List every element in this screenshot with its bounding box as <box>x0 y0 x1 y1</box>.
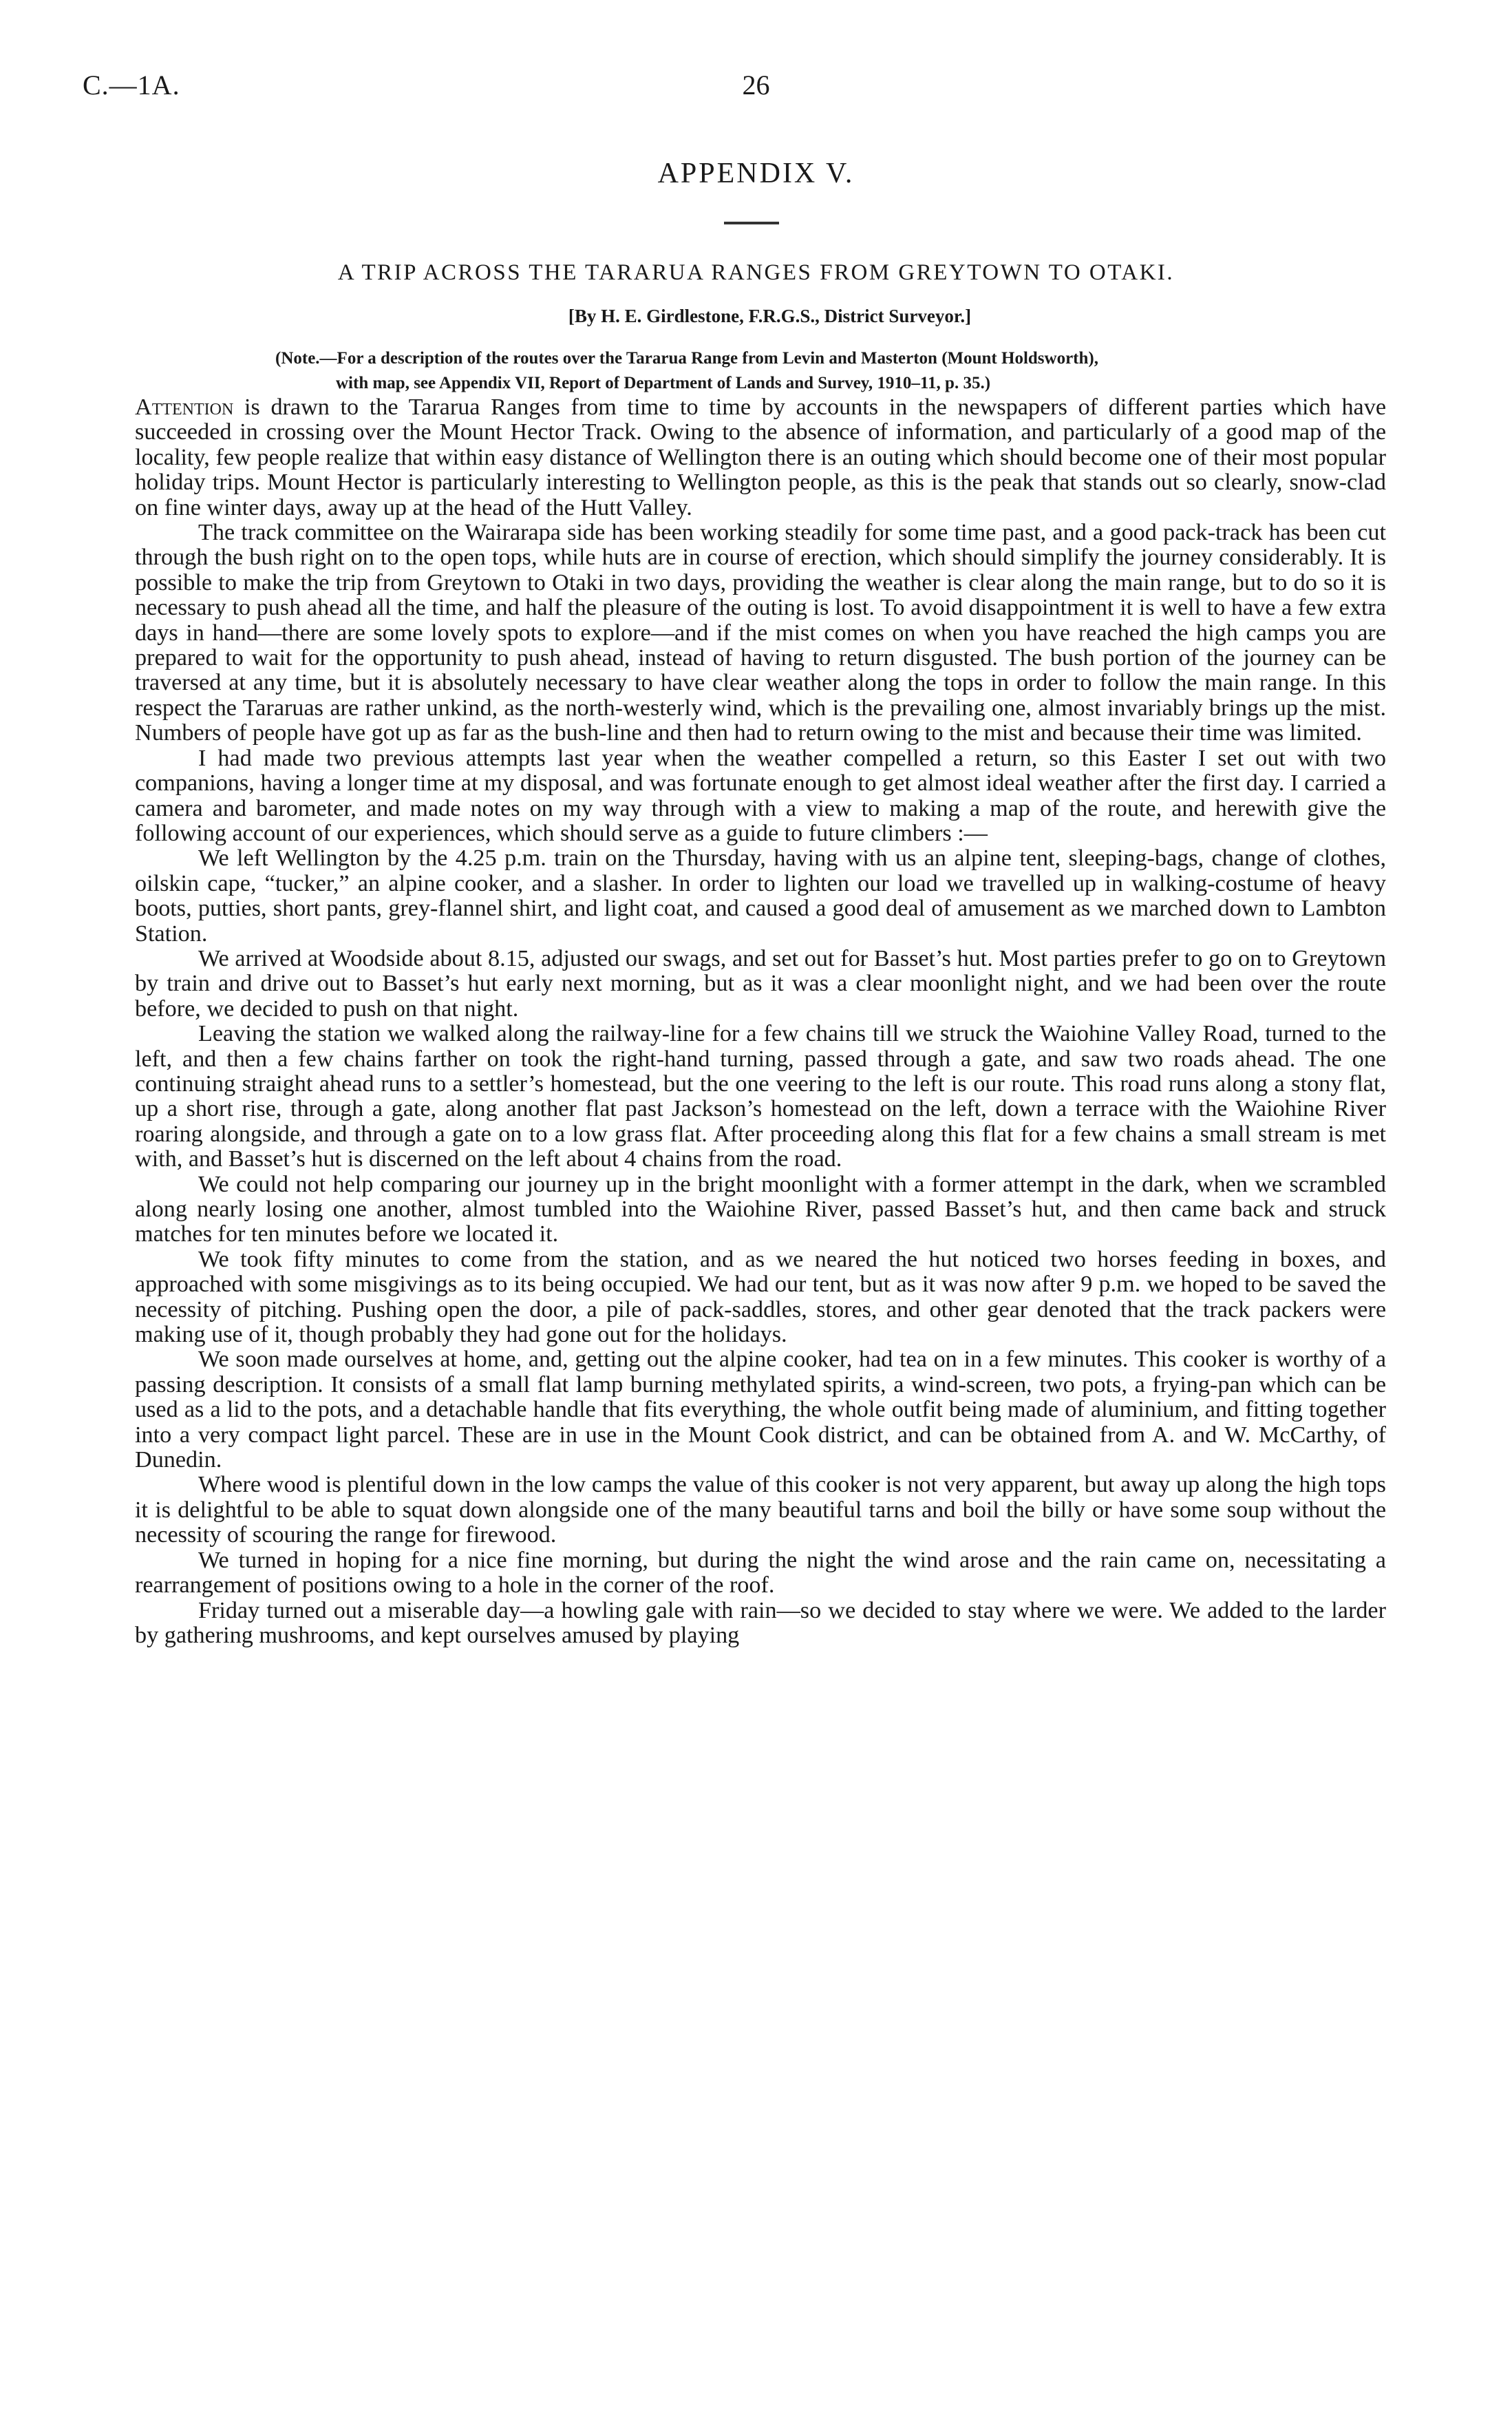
paragraph: We took fifty minutes to come from the station, and as we neared the hut noticed two horses feeding in boxes, and approached with some misgivings as to its being occupied. We had our tent, but as it was now after 9 p.m. we hoped to be saved the necessity of pitching. Pushing open the door, a pile of pack-saddles, stores, and other gear denoted that the track packers were making use of it, though probably they had gone out for the holidays. <box>135 1246 1386 1348</box>
opening-word: Attention <box>135 394 234 420</box>
paragraph: We turned in hoping for a nice fine morning, but during the night the wind arose and the rain came on, necessitating a rearrangement of positions owing to a hole in the corner of the roof. <box>135 1547 1386 1599</box>
paragraph: Leaving the station we walked along the railway-line for a few chains till we struck the Waiohine Valley Road, turned to the left, and then a few chains farther on took the right-hand turning, passed through a gate, and saw two roads ahead. The one continuing straight ahead runs to a settler’s homestead, but the one veering to the left is our route. This road runs along a stony flat, up a short rise, through a gate, along another flat past Jackson’s homestead on the left, down a terrace with the Waiohine River roaring alongside, and through a gate on to a low grass flat. After proceeding along this flat for a few chains a small stream is met with, and Basset’s hut is discerned on the left about 4 chains from the road. <box>135 1021 1386 1172</box>
paragraph: Where wood is plentiful down in the low camps the value of this cooker is not very apparent, but away up along the high tops it is delightful to be able to squat down alongside one of the many beautiful tarns and boil the billy or have some soup without the necessity of scouring the range for firewood. <box>135 1472 1386 1548</box>
paragraph: We left Wellington by the 4.25 p.m. train on the Thursday, having with us an alpine tent, sleeping-bags, change of clothes, oilskin cape, “tucker,” an alpine cooker, and a slasher. In order to lighten our load we travelled up in walking-costume of heavy boots, putties, short pants, grey-flannel shirt, and light coat, and caused a good deal of amusement as we marched down to Lambton Station. <box>135 845 1386 947</box>
appendix-heading: APPENDIX V. <box>657 158 855 189</box>
paragraph: Friday turned out a miserable day—a howling gale with rain—so we decided to stay where we were. We added to the larder by gathering mushrooms, and kept ourselves amused by playing <box>135 1597 1386 1648</box>
report-reference: C.—1A. <box>83 70 180 101</box>
paragraph <box>135 395 1386 520</box>
paragraph: I had made two previous attempts last year when the weather compelled a return, so this Easter I set out with two companions, having a longer time at my disposal, and was fortunate enough to get almost ideal weather after the first day. I carried a camera and barometer, and made notes on my way through with a view to making a map of the route, and herewith give the following account of our experiences, which should serve as a guide to future climbers :— <box>135 745 1386 846</box>
paragraph-text: is drawn to the Tararua Ranges from time to time by accounts in the newspapers of different parties which have succeeded in crossing over the Mount Hector Track. Owing to the absence of information, and particularly of a good map of the locality, few people realize that within easy distance of Wellington there is an outing which should become one of their most popular holiday trips. Mount Hector is particularly interesting to Wellington people, as this is the peak that stands out so clearly, snow-clad on fine winter days, away up at the head of the Hutt Valley. <box>135 394 1386 520</box>
editorial-note <box>275 346 1301 396</box>
article-body <box>135 395 1386 1648</box>
article-title: A TRIP ACROSS THE TARARUA RANGES FROM GREYTOWN TO OTAKI. <box>337 260 1175 285</box>
author-byline: [By H. E. Girdlestone, F.R.G.S., District Surveyor.] <box>568 306 972 326</box>
paragraph: We could not help comparing our journey up in the bright moonlight with a former attempt in the dark, when we scrambled along nearly losing one another, almost tumbled into the Waiohine River, passed Basset’s hut, and then came back and struck matches for ten minutes before we located it. <box>135 1171 1386 1247</box>
paragraph: We soon made ourselves at home, and, getting out the alpine cooker, had tea on in a few minutes. This cooker is worthy of a passing description. It consists of a small flat lamp burning methylated spirits, a wind-screen, two pots, a frying-pan which can be used as a lid to the pots, and a detachable handle that fits everything, the whole outfit being made of aluminium, and fitting together into a very compact light parcel. These are in use in the Mount Cook district, and can be obtained from A. and W. McCarthy, of Dunedin. <box>135 1347 1386 1473</box>
note-line-2: with map, see Appendix VII, Report of Department of Lands and Survey, 1910–11, p. 35.) <box>336 374 991 392</box>
heading-divider <box>724 222 779 224</box>
note-line-1: (Note.—For a description of the routes over the Tararua Range from Levin and Masterton (Mount Holdsworth), <box>275 349 1098 368</box>
paragraph: The track committee on the Wairarapa side has been working steadily for some time past, and a good pack-track has been cut through the bush right on to the open tops, while huts are in course of erection, which should simplify the journey considerably. It is possible to make the trip from Greytown to Otaki in two days, providing the weather is clear along the main range, but to do so it is necessary to push ahead all the time, and half the pleasure of the outing is lost. To avoid disappointment it is well to have a few extra days in hand—there are some lovely spots to explore—and if the mist comes on when you have reached the high camps you are prepared to wait for the opportunity to push ahead, instead of having to return disgusted. The bush portion of the journey can be traversed at any time, but it is absolutely necessary to have clear weather along the tops in order to follow the main range. In this respect the Tararuas are rather unkind, as the north-westerly wind, which is the prevailing one, almost invariably brings up the mist. Numbers of people have got up as far as the bush-line and then had to return owing to the mist and because their time was limited. <box>135 520 1386 746</box>
paragraph: We arrived at Woodside about 8.15, adjusted our swags, and set out for Basset’s hut. Most parties prefer to go on to Greytown by train and drive out to Basset’s hut early next morning, but as it was a clear moonlight night, and we had been over the route before, we decided to push on that night. <box>135 945 1386 1022</box>
page-number: 26 <box>742 70 770 101</box>
